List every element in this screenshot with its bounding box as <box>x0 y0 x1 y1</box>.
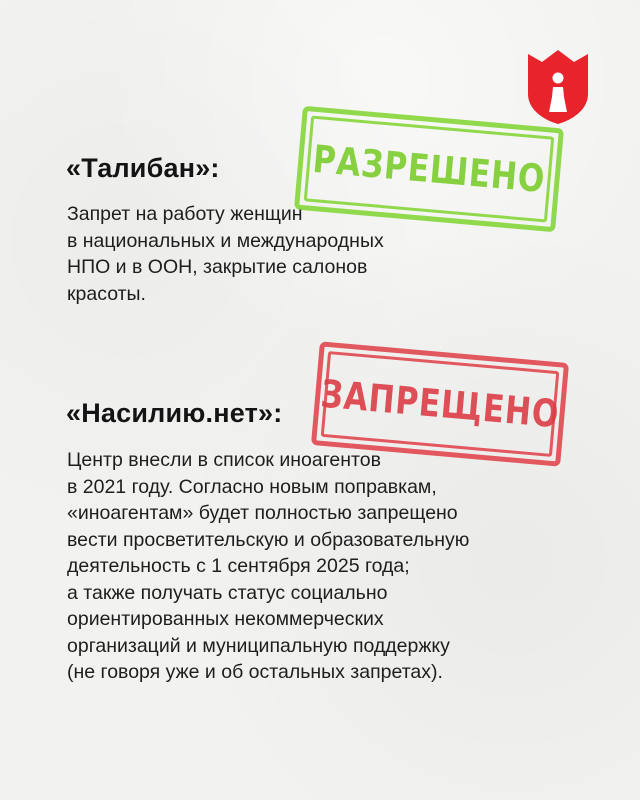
text-line: (не говоря уже и об остальных запретах). <box>67 661 443 683</box>
text-line: в 2021 году. Согласно новым поправкам, <box>67 475 437 498</box>
tulip-shield-person-icon <box>526 48 590 124</box>
text-line: Центр внесли в список иноагентов <box>67 449 381 471</box>
nasiliyu-net-description <box>67 447 469 686</box>
text-line: НПО и в ООН, закрытие салонов <box>67 256 368 278</box>
text-line: «иноагентам» будет полностью запрещено <box>67 502 458 524</box>
text-line: красоты. <box>67 282 146 305</box>
text-line: а также получать статус социально <box>67 581 388 604</box>
text-line: ориентированных некоммерческих <box>67 608 384 630</box>
taliban-description <box>67 201 384 307</box>
allowed-stamp-label: РАЗРЕШЕНО <box>311 136 547 202</box>
text-line: вести просветительскую и образовательную <box>67 528 470 551</box>
nasiliyu-net-heading: «Насилию.нет»: <box>66 398 283 428</box>
text-line: деятельность с 1 сентября 2025 года; <box>67 555 410 577</box>
text-line: в национальных и международных <box>67 229 384 252</box>
taliban-heading: «Талибан»: <box>66 153 220 183</box>
banned-stamp-label: ЗАПРЕЩЕНО <box>319 371 561 437</box>
text-line: Запрет на работу женщин <box>67 203 303 225</box>
text-line: организаций и муниципальную поддержку <box>67 634 450 657</box>
